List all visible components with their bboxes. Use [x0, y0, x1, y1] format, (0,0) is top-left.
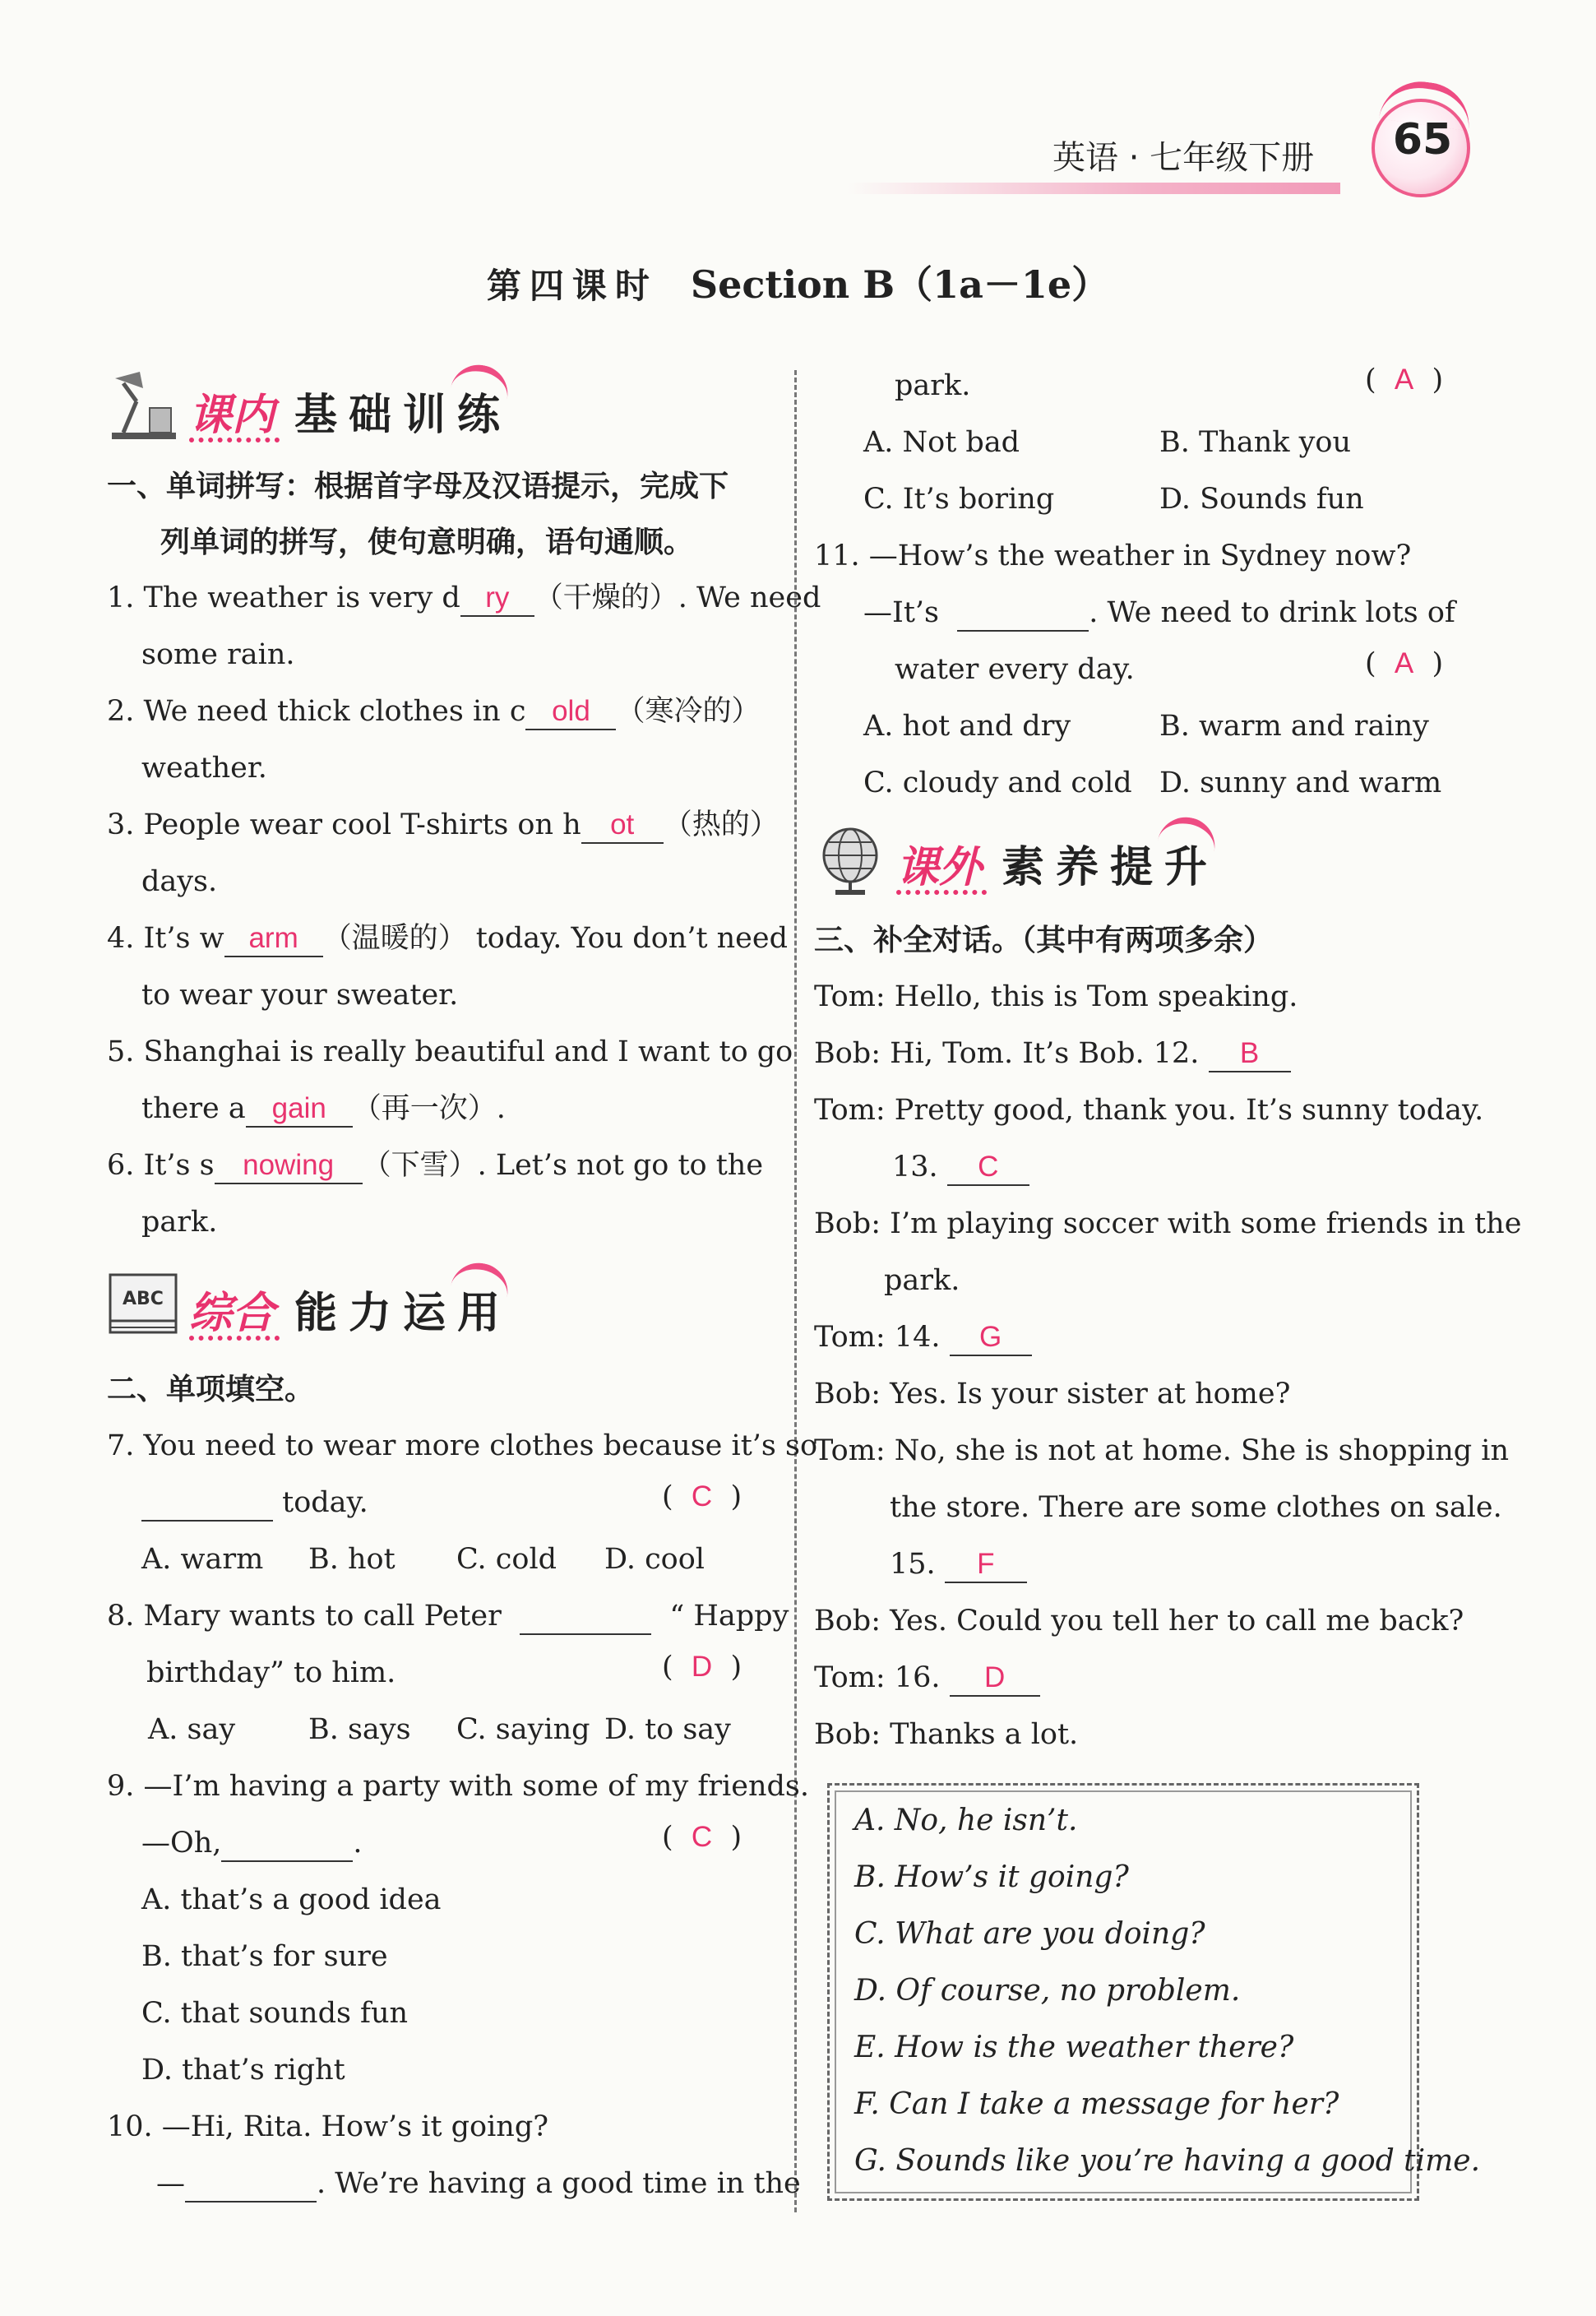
answer-12: B — [1209, 1036, 1291, 1072]
dialogue-line-4b: park. — [884, 1264, 960, 1297]
q7-option-a: A. warm — [141, 1543, 264, 1576]
section-basic-title: 基础训练 — [294, 391, 512, 440]
q10-line3: park. — [895, 369, 971, 402]
dialogue-line-7: Tom: No, she is not at home. She is shopping in — [814, 1434, 1510, 1467]
q6-text: 6. It’s s — [107, 1149, 215, 1182]
dialogue-line-10: Bob: Thanks a lot. — [814, 1718, 1079, 1751]
q4-text: 4. It’s w — [107, 922, 224, 955]
q11-line2 — [863, 595, 1455, 632]
q5-text-after: （再一次）. — [352, 1092, 506, 1125]
q5-answer: gain — [246, 1091, 353, 1128]
abc-book-label: ABC — [123, 1289, 164, 1309]
section-ability-pink: 综合 — [189, 1289, 275, 1338]
dialogue-line-1: Tom: Hello, this is Tom speaking. — [814, 980, 1298, 1013]
q7-option-d: D. cool — [604, 1543, 705, 1576]
q7-blank — [141, 1485, 273, 1522]
dialogue-line-2-text: Bob: Hi, Tom. It’s Bob. 12. — [814, 1037, 1200, 1070]
q10-blank — [185, 2166, 317, 2203]
q11-option-c: C. cloudy and cold — [863, 767, 1132, 799]
q3-text-after: （热的） — [663, 808, 779, 841]
q7-option-b: B. hot — [308, 1543, 396, 1576]
q3-answer: ot — [581, 808, 664, 844]
section-extension-dots — [896, 890, 987, 895]
q1-text: 1. The weather is very d — [107, 581, 460, 614]
q9-line: 9. —I’m having a party with some of my friends. — [107, 1770, 809, 1803]
dialogue-line-7c-text: 15. — [890, 1548, 936, 1581]
q1-cont: some rain. — [141, 638, 295, 671]
dialogue-options-box — [827, 1783, 1481, 2201]
q11-option-a: A. hot and dry — [863, 710, 1071, 743]
q2-line — [107, 694, 760, 730]
q10-option-a: A. Not bad — [863, 426, 1020, 459]
answer-14: G — [950, 1320, 1032, 1356]
section-header-extension — [814, 814, 1242, 905]
q10-option-c: C. It’s boring — [863, 483, 1055, 516]
dialogue-line-7b: the store. There are some clothes on sale. — [890, 1491, 1502, 1524]
q11-blank — [957, 595, 1089, 632]
option-d: D. Of course, no problem. — [854, 1974, 1241, 2008]
q6-text-after: （下雪）. Let’s not go to the — [362, 1149, 764, 1182]
q1-text-after: （干燥的）. We need — [534, 581, 821, 614]
q8-option-d: D. to say — [604, 1713, 731, 1746]
q9-blank — [221, 1826, 353, 1862]
section-ability-title: 能力运用 — [294, 1289, 512, 1338]
q9-answer-paren: ( C ) — [662, 1821, 742, 1854]
option-b: B. How’s it going? — [854, 1860, 1129, 1894]
globe-icon — [814, 822, 888, 896]
dialogue-line-5-text: Tom: 14. — [814, 1321, 941, 1354]
q11-text: —It’s — [863, 596, 939, 629]
q10-option-d: D. Sounds fun — [1159, 483, 1364, 516]
option-e: E. How is the weather there? — [854, 2031, 1294, 2064]
q7-line2 — [141, 1485, 368, 1522]
answer-13: C — [947, 1150, 1029, 1186]
q9-text: —Oh, — [141, 1827, 222, 1860]
dialogue-line-4: Bob: I’m playing soccer with some friends in the — [814, 1207, 1522, 1240]
section-basic-dots — [189, 438, 280, 442]
q6-line — [107, 1148, 763, 1184]
q8-text: 8. Mary wants to call Peter — [107, 1600, 502, 1633]
dialogue-line-7c — [890, 1547, 1027, 1583]
q10-line2 — [156, 2166, 801, 2203]
q3-cont: days. — [141, 865, 218, 898]
q5-cont — [141, 1091, 506, 1128]
q8-option-a: A. say — [148, 1713, 236, 1746]
q2-answer: old — [525, 694, 616, 730]
q6-answer: nowing — [215, 1148, 363, 1184]
q8-line2: birthday” to him. — [146, 1656, 396, 1689]
lesson-title-cn: 第四课时 — [486, 266, 658, 306]
dialogue-line-6: Bob: Yes. Is your sister at home? — [814, 1378, 1291, 1410]
option-g: G. Sounds like you’re having a good time. — [854, 2144, 1481, 2178]
q8-option-b: B. says — [308, 1713, 411, 1746]
q4-answer: arm — [224, 921, 323, 957]
desk-lamp-icon — [107, 370, 181, 444]
q10-text: — — [156, 2167, 185, 2200]
q7-answer: C — [691, 1480, 713, 1512]
q4-text-after: （温暖的） today. You don’t need — [322, 922, 789, 955]
page-number: 65 — [1392, 115, 1453, 164]
q4-line — [107, 921, 788, 957]
q11-answer: A — [1394, 647, 1414, 679]
option-f: F. Can I take a message for her? — [854, 2087, 1339, 2121]
q7-option-c: C. cold — [456, 1543, 557, 1576]
q5-cont-text: there a — [141, 1092, 246, 1125]
lesson-title — [0, 255, 1596, 309]
q8-answer-paren: ( D ) — [662, 1651, 742, 1684]
dialogue-line-9 — [814, 1661, 1040, 1697]
section-header-ability — [107, 1260, 534, 1350]
dialogue-line-3b-text: 13. — [892, 1151, 938, 1183]
dialogue-line-9-text: Tom: 16. — [814, 1661, 941, 1694]
q9-option-c: C. that sounds fun — [141, 1997, 409, 2030]
q11-option-b: B. warm and rainy — [1159, 710, 1429, 743]
q9-option-a: A. that’s a good idea — [141, 1883, 442, 1916]
q11-text-after: . We need to drink lots of — [1089, 596, 1455, 629]
q11-option-d: D. sunny and warm — [1159, 767, 1442, 799]
answer-16: D — [950, 1661, 1040, 1697]
dialogue-line-3b — [892, 1150, 1029, 1186]
section-header-basic — [107, 362, 534, 452]
section-extension-title: 素养提升 — [1002, 843, 1219, 892]
q7-answer-paren: ( C ) — [662, 1480, 742, 1513]
q11-line: 11. —How’s the weather in Sydney now? — [814, 540, 1412, 572]
q11-line3: water every day. — [895, 653, 1135, 686]
option-a: A. No, he isn’t. — [854, 1804, 1078, 1837]
q10-answer-paren: ( A ) — [1365, 364, 1444, 396]
q10-answer: A — [1394, 364, 1414, 396]
q10-line: 10. —Hi, Rita. How’s it going? — [107, 2110, 549, 2143]
part3-heading: 三、补全对话。（其中有两项多余） — [814, 924, 1274, 957]
dialogue-line-5 — [814, 1320, 1032, 1356]
abc-book-icon — [107, 1268, 181, 1342]
q2-text: 2. We need thick clothes in c — [107, 695, 526, 728]
q9-line2 — [141, 1826, 363, 1862]
q8-option-c: C. saying — [456, 1713, 590, 1746]
part1-heading-line1: 一、单词拼写：根据首字母及汉语提示，完成下 — [107, 470, 729, 503]
q7-line: 7. You need to wear more clothes because it’s so — [107, 1429, 818, 1462]
q8-answer: D — [691, 1651, 713, 1683]
column-divider — [794, 370, 797, 2212]
q6-cont: park. — [141, 1206, 218, 1239]
dialogue-line-3: Tom: Pretty good, thank you. It’s sunny today. — [814, 1094, 1484, 1127]
dialogue-line-8: Bob: Yes. Could you tell her to call me back? — [814, 1605, 1464, 1637]
q5-line: 5. Shanghai is really beautiful and I want to go — [107, 1035, 793, 1068]
q8-blank — [520, 1599, 651, 1635]
q9-text-after: . — [353, 1827, 363, 1860]
answer-15: F — [945, 1547, 1027, 1583]
q10-option-b: B. Thank you — [1159, 426, 1351, 459]
q1-line — [107, 581, 821, 617]
q3-text: 3. People wear cool T-shirts on h — [107, 808, 581, 841]
q10-text-after: . We’re having a good time in the — [317, 2167, 801, 2200]
q1-answer: ry — [460, 581, 534, 617]
q3-line — [107, 808, 779, 844]
part1-heading-line2: 列单词的拼写，使句意明确，语句通顺。 — [160, 526, 694, 559]
section-basic-pink: 课内 — [189, 391, 275, 440]
q9-option-d: D. that’s right — [141, 2054, 345, 2087]
book-title: 英语 · 七年级下册 — [1052, 139, 1315, 177]
part2-heading: 二、单项填空。 — [107, 1373, 315, 1406]
q2-cont: weather. — [141, 752, 267, 785]
q4-cont: to wear your sweater. — [141, 979, 459, 1012]
section-extension-pink: 课外 — [896, 843, 983, 892]
q7-text-after: today. — [273, 1486, 368, 1519]
q2-text-after: （寒冷的） — [616, 695, 761, 728]
q11-answer-paren: ( A ) — [1365, 647, 1444, 680]
q9-option-b: B. that’s for sure — [141, 1940, 388, 1973]
q8-line — [107, 1599, 789, 1635]
header-decor-bar — [847, 183, 1340, 194]
dialogue-line-2 — [814, 1036, 1291, 1072]
q9-answer: C — [691, 1821, 713, 1853]
lesson-title-en: Section B（1a－1e） — [690, 262, 1110, 307]
q8-text-after: “ Happy — [669, 1600, 789, 1633]
section-ability-dots — [189, 1336, 280, 1341]
option-c: C. What are you doing? — [854, 1917, 1205, 1951]
